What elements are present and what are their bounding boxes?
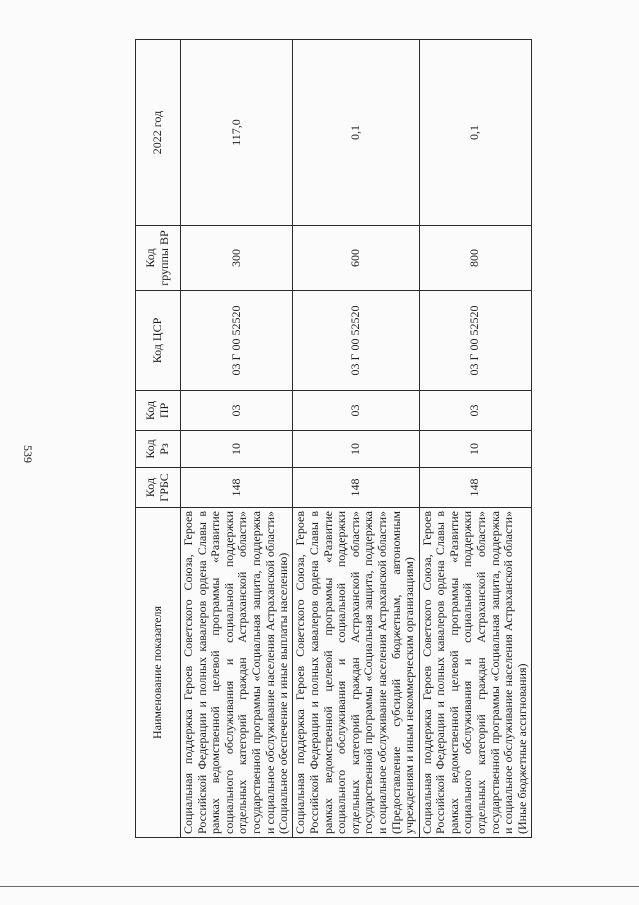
row-csr-code: 03 Г 00 52520	[419, 291, 531, 391]
row-amount-2022: 0,1	[293, 40, 419, 226]
row-vr-group-code: 600	[293, 226, 419, 291]
row-grbs-code: 148	[419, 468, 531, 508]
row-grbs-code: 148	[293, 468, 419, 508]
row-indicator-name: Социальная поддержка Героев Советского Союза, Героев Российской Федерации и полных кавалеров ордена Славы в рамках ведомственной целевой программы «Развитие социального обслуживания и социальной поддержки отдельных категорий граждан Астраханской области» государственной программы «Социальная защита, поддержка и социальное обслуживание населения Астраханской области» (Предоставление субсидий бюджетным, автономным учреждениям и иным некоммерческим организациям)	[293, 508, 419, 838]
row-rz-code: 10	[293, 431, 419, 468]
row-amount-2022: 0,1	[419, 40, 531, 226]
table-row	[293, 40, 419, 838]
row-pr-code: 03	[293, 391, 419, 431]
row-grbs-code: 148	[181, 468, 293, 508]
header-vr-group-code: Код группы ВР	[136, 226, 181, 291]
table-header-row	[136, 40, 181, 838]
header-csr-code: Код ЦСР	[136, 291, 181, 391]
row-pr-code: 03	[181, 391, 293, 431]
header-year-2022: 2022 год	[136, 40, 181, 226]
header-grbs-code: Код ГРБС	[136, 468, 181, 508]
row-indicator-name: Социальная поддержка Героев Советского Союза, Героев Российской Федерации и полных кавалеров ордена Славы в рамках ведомственной целевой программы «Развитие социального обслуживания и социальной поддержки отдельных категорий граждан Астраханской области» государственной программы «Социальная защита, поддержка и социальное обслуживание населения Астраханской области» (Социальное обеспечение и иные выплаты населению)	[181, 508, 293, 838]
row-csr-code: 03 Г 00 52520	[293, 291, 419, 391]
row-vr-group-code: 300	[181, 226, 293, 291]
budget-table	[135, 39, 532, 838]
row-indicator-name: Социальная поддержка Героев Советского Союза, Героев Российской Федерации и полных кавалеров ордена Славы в рамках ведомственной целевой программы «Развитие социального обслуживания и социальной поддержки отдельных категорий граждан Астраханской области» государственной программы «Социальная защита, поддержка и социальное обслуживание населения Астраханской области» (Иные бюджетные ассигнования)	[419, 508, 531, 838]
row-pr-code: 03	[419, 391, 531, 431]
header-pr-code: Код ПР	[136, 391, 181, 431]
page-bottom-rule	[0, 886, 639, 887]
table-row	[181, 40, 293, 838]
header-indicator-name: Наименование показателя	[136, 508, 181, 838]
table-row	[419, 40, 531, 838]
page-number: 539	[21, 445, 35, 463]
header-rz-code: Код Рз	[136, 431, 181, 468]
budget-table-rotated	[135, 40, 532, 838]
row-amount-2022: 117,0	[181, 40, 293, 226]
row-rz-code: 10	[419, 431, 531, 468]
row-vr-group-code: 800	[419, 226, 531, 291]
row-rz-code: 10	[181, 431, 293, 468]
row-csr-code: 03 Г 00 52520	[181, 291, 293, 391]
